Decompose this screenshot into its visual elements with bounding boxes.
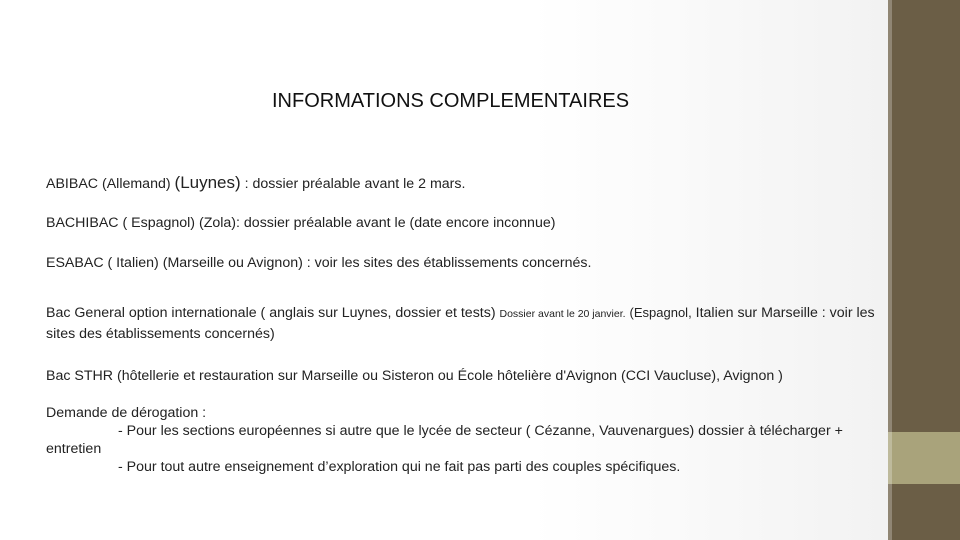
bachibac-text: (Zola): dossier préalable avant le (date encore inconnue) [198,215,556,231]
derogation-line-1-text: - Pour les sections européennes si autre que le lycée de secteur ( Cézanne, Vauvenargues) dossier à télécharger + entretien [46,423,843,457]
bac-general-item [46,303,888,344]
derogation-heading: Demande de dérogation : [46,405,207,421]
sidebar-band-bottom [888,484,960,540]
bachibac-item [46,213,555,233]
sidebar-edge [888,0,892,540]
bac-general-text-2: Italien sur Marseille : voir les sites des établissements concernés) [46,305,875,342]
slide-title: INFORMATIONS COMPLEMENTAIRES [272,90,630,112]
bac-sthr-item [46,366,783,386]
bac-general-text: option internationale ( anglais sur Luynes, dossier et tests) [128,305,496,321]
esabac-item [46,253,591,273]
derogation-line-2-text: - Pour tout autre enseignement d’exploration qui ne fait pas parti des couples spécifiques. [118,459,681,475]
abibac-text: : dossier préalable avant le 2 mars. [244,176,466,192]
bac-general-label: Bac General [46,305,125,321]
sidebar-band-top [888,0,960,432]
abibac-item [46,173,465,194]
bachibac-label: BACHIBAC ( Espagnol) [46,215,196,231]
abibac-label: ABIBAC (Allemand) [46,176,171,192]
decorative-sidebar [888,0,960,540]
sidebar-band-middle [888,432,960,484]
esabac-label: ESABAC ( Italien) [46,255,159,271]
derogation-line-2 [46,458,856,476]
derogation-block [46,404,856,476]
bac-general-deadline: Dossier avant le 20 janvier. [499,308,626,320]
abibac-place: (Luynes) [174,173,241,192]
bac-general-language: (Espagnol, [629,305,692,320]
bac-sthr-label: Bac STHR [46,368,114,384]
esabac-text: (Marseille ou Avignon) : voir les sites des établissements concernés. [162,255,592,271]
derogation-line-1 [46,422,856,458]
bac-sthr-text: (hôtellerie et restauration sur Marseille ou Sisteron ou École hôtelière d'Avignon (CCI Vaucluse), Avignon ) [116,368,783,384]
